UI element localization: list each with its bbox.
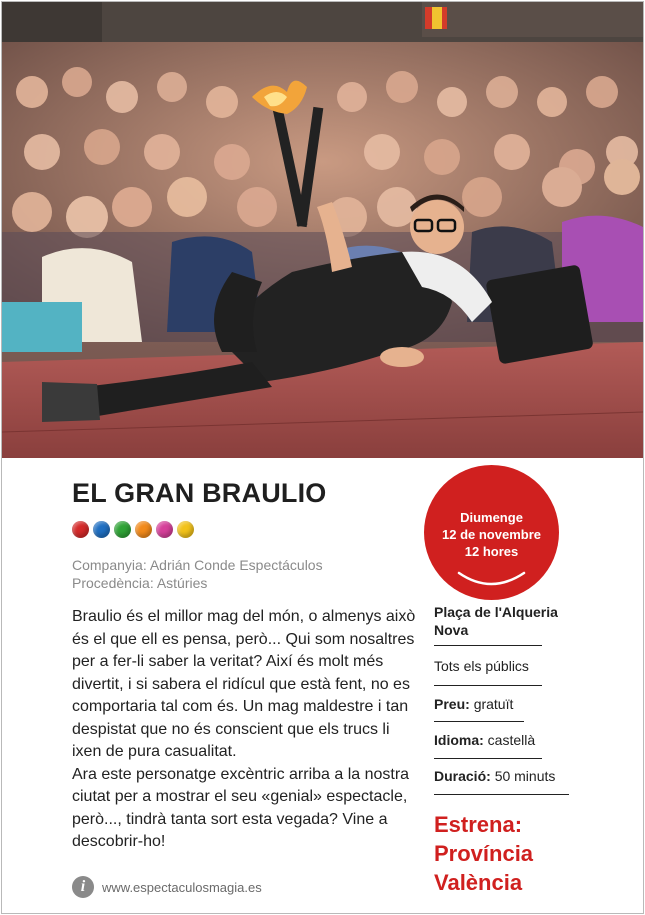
info-icon: i <box>72 876 94 898</box>
show-title: EL GRAN BRAULIO <box>72 478 327 508</box>
price-label: Preu: <box>434 696 470 712</box>
audience-value: Tots els públics <box>434 658 529 674</box>
yellow-dot <box>177 521 194 538</box>
premiere-line-3: València <box>434 870 523 895</box>
language-value: castellà <box>487 732 536 748</box>
divider <box>434 721 524 722</box>
green-dot <box>114 521 131 538</box>
language-row <box>434 732 535 748</box>
premiere-line-2: Província <box>434 841 534 866</box>
premiere-label <box>434 810 533 897</box>
website-url[interactable]: www.espectaculosmagia.es <box>102 879 262 895</box>
event-photo <box>2 2 643 458</box>
price-row <box>434 696 513 712</box>
website-link[interactable] <box>72 876 262 898</box>
pink-dot <box>156 521 173 538</box>
date-badge <box>424 465 559 600</box>
date-date: 12 de novembre <box>442 527 541 542</box>
event-card <box>1 1 644 914</box>
duration-value: 50 minuts <box>494 768 556 784</box>
origin-line: Procedència: Astúries <box>72 575 208 591</box>
premiere-line-1: Estrena: <box>434 812 523 837</box>
divider <box>434 645 542 646</box>
audience-row <box>434 658 529 674</box>
divider <box>434 685 542 686</box>
date-time: 12 hores <box>464 544 519 559</box>
street-performer-illustration <box>2 2 643 458</box>
divider <box>434 758 542 759</box>
red-dot <box>72 521 89 538</box>
company-line: Companyia: Adrián Conde Espectáculos <box>72 557 323 573</box>
price-value: gratuït <box>473 696 514 712</box>
divider <box>434 794 569 795</box>
audience-color-dots <box>72 521 194 538</box>
smile-icon <box>424 465 559 600</box>
duration-label: Duració: <box>434 768 491 784</box>
venue-block <box>434 603 574 639</box>
orange-dot <box>135 521 152 538</box>
blue-dot <box>93 521 110 538</box>
show-description <box>72 606 422 854</box>
show-meta <box>72 556 323 592</box>
duration-row <box>434 768 555 784</box>
date-day: Diumenge <box>460 510 523 525</box>
description-paragraph-2: Ara este personatge excèntric arriba a la nostra ciutat per a mostrar el seu «genial» espectacle, però..., tindrà tanta sort esta vegada? Vine a descobrir-ho! <box>72 765 410 850</box>
language-label: Idioma: <box>434 732 484 748</box>
description-paragraph-1: Braulio és el millor mag del món, o almenys això és el que ell es pensa, però... Qui som nosaltres per a fer-li saber la veritat? Així és molt més divertit, i si sabera el ridícul que està fent, no es comportaria tal com és. Un mag maldestre i tan despistat que no és conscient que els trucs li ixen de pura casualitat. <box>72 608 416 760</box>
venue-name: Plaça de l'Alqueria Nova <box>434 604 558 638</box>
